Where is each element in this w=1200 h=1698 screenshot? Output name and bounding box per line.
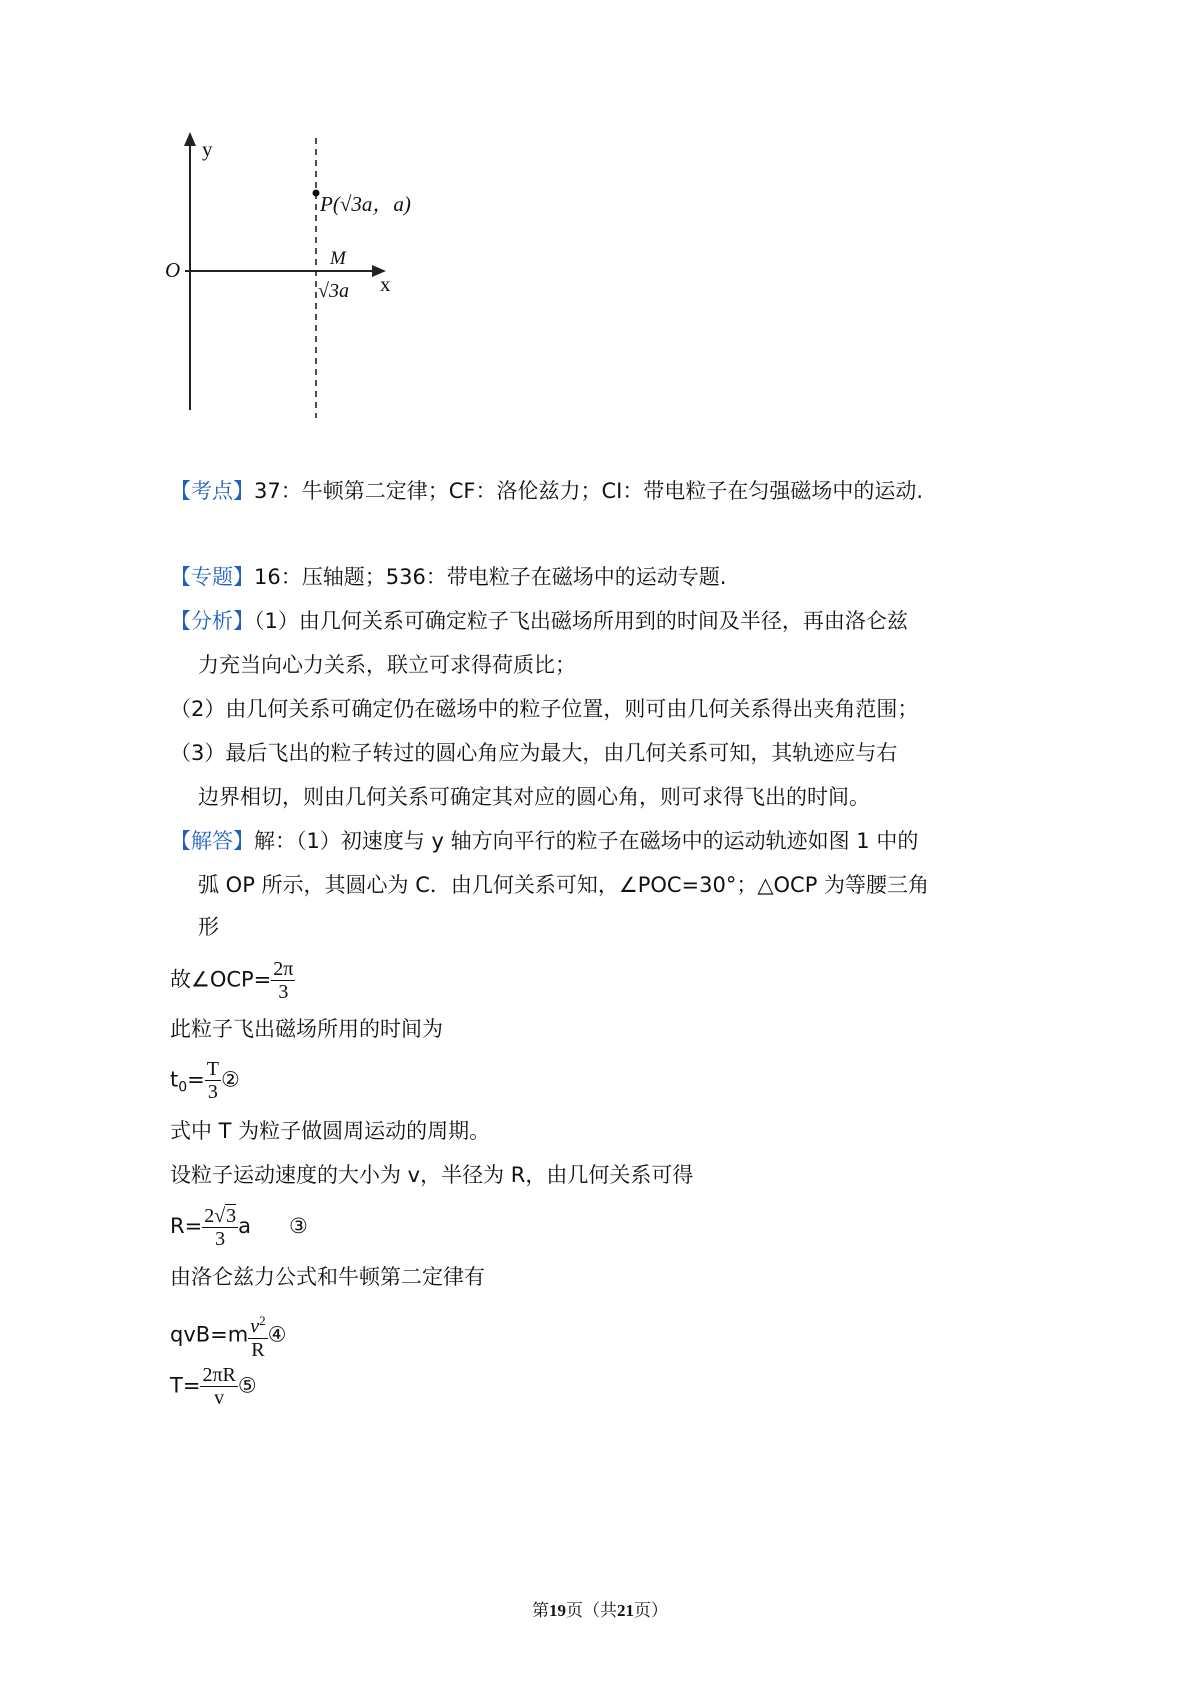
eq2-fraction <box>205 1058 221 1103</box>
eq1-denominator: 3 <box>278 981 289 1003</box>
y-axis-arrow <box>184 132 196 146</box>
x-axis-label: x <box>380 272 391 296</box>
text-speed: 设粒子运动速度的大小为 v，半径为 R，由几何关系可得 <box>170 1163 694 1187</box>
footer-post: 页） <box>634 1601 668 1620</box>
equation-period <box>170 1364 257 1409</box>
y-axis-label: y <box>202 137 213 161</box>
jieda-text-1: 解：（1）初速度与 y 轴方向平行的粒子在磁场中的运动轨迹如图 1 中的 <box>254 829 919 853</box>
jieda-line-2: 弧 OP 所示，其圆心为 C．由几何关系可知，∠POC=30°；△OCP 为等腰三角 <box>198 873 930 897</box>
origin-label: O <box>165 258 181 282</box>
fenxi-line-3: （2）由几何关系可确定仍在磁场中的粒子位置，则可由几何关系得出夹角范围； <box>170 697 919 721</box>
page-footer <box>0 1596 1200 1621</box>
zhuanti-tag: 【专题】 <box>170 565 254 589</box>
zhuanti-text: 16：压轴题；536：带电粒子在磁场中的运动专题. <box>254 565 727 589</box>
eq3-fraction <box>202 1204 238 1250</box>
coordinate-figure <box>160 130 460 430</box>
eq3-coef: 2 <box>204 1205 215 1227</box>
footer-page-number: 19 <box>549 1601 566 1620</box>
text-lorentz: 由洛仑兹力公式和牛顿第二定律有 <box>170 1265 485 1289</box>
eq4-superscript: 2 <box>259 1313 266 1328</box>
eq2-equals: = <box>187 1067 205 1092</box>
text-time: 此粒子飞出磁场所用的时间为 <box>170 1017 443 1041</box>
eq1-numerator: 2π <box>273 958 294 980</box>
eq3-denominator: 3 <box>215 1228 226 1250</box>
jieda-line-3: 形 <box>198 915 219 939</box>
point-p-dot <box>313 190 320 197</box>
m-value-label: √3a <box>318 280 349 302</box>
eq5-numerator: 2πR <box>202 1364 236 1386</box>
eq1-prefix: 故∠OCP= <box>170 967 272 992</box>
eq5-denominator: v <box>214 1387 225 1409</box>
footer-mid: 页（共 <box>566 1601 617 1620</box>
fenxi-line-2: 力充当向心力关系，联立可求得荷质比； <box>198 653 576 677</box>
eq5-prefix: T= <box>170 1373 201 1398</box>
point-m-label: M <box>330 248 346 269</box>
text-period: 式中 T 为粒子做圆周运动的周期。 <box>170 1119 491 1143</box>
eq2-numerator: T <box>206 1058 219 1080</box>
eq4-numerator <box>248 1310 267 1339</box>
kaodian-text: 37：牛顿第二定律；CF：洛伦兹力；CI：带电粒子在匀强磁场中的运动. <box>254 479 923 503</box>
kaodian-line <box>170 476 923 506</box>
fenxi-line-1 <box>170 606 908 636</box>
zhuanti-line <box>170 562 726 592</box>
eq5-fraction <box>200 1364 237 1409</box>
equation-force <box>170 1310 286 1361</box>
eq3-prefix: R= <box>170 1214 203 1238</box>
eq3-radicand: 3 <box>226 1205 237 1227</box>
eq4-prefix: qvB=m <box>170 1322 249 1347</box>
eq4-marker: ④ <box>267 1322 287 1347</box>
eq2-marker: ② <box>220 1067 240 1092</box>
eq3-numerator: 2√3 <box>204 1205 237 1227</box>
footer-pre: 第 <box>532 1601 549 1620</box>
equation-radius <box>170 1204 308 1250</box>
kaodian-tag: 【考点】 <box>170 479 254 503</box>
eq2-subscript: 0 <box>178 1079 188 1096</box>
eq4-denominator: R <box>251 1338 265 1361</box>
eq2-prefix: t <box>170 1067 179 1092</box>
fenxi-line-5: 边界相切，则由几何关系可确定其对应的圆心角，则可求得飞出的时间。 <box>198 785 870 809</box>
fenxi-line-4: （3）最后飞出的粒子转过的圆心角应为最大，由几何关系可知，其轨迹应与右 <box>170 741 898 765</box>
equation-ocp <box>170 958 295 1003</box>
eq4-fraction <box>248 1310 267 1361</box>
eq4-velocity: v <box>250 1315 260 1338</box>
point-p-label: P(√3a，a) <box>320 192 411 216</box>
eq3-suffix: a <box>238 1214 252 1238</box>
equation-t0 <box>170 1058 240 1103</box>
jieda-line-1 <box>170 826 918 856</box>
fenxi-tag: 【分析】 <box>170 609 254 633</box>
eq5-marker: ⑤ <box>237 1373 257 1398</box>
eq3-marker: ③ <box>289 1214 308 1238</box>
eq2-denominator: 3 <box>207 1081 218 1103</box>
footer-total-pages: 21 <box>617 1601 634 1620</box>
eq1-fraction <box>271 958 295 1003</box>
jieda-tag: 【解答】 <box>170 829 254 853</box>
fenxi-text-1: （1）由几何关系可确定粒子飞出磁场所用到的时间及半径，再由洛仑兹 <box>254 609 908 633</box>
